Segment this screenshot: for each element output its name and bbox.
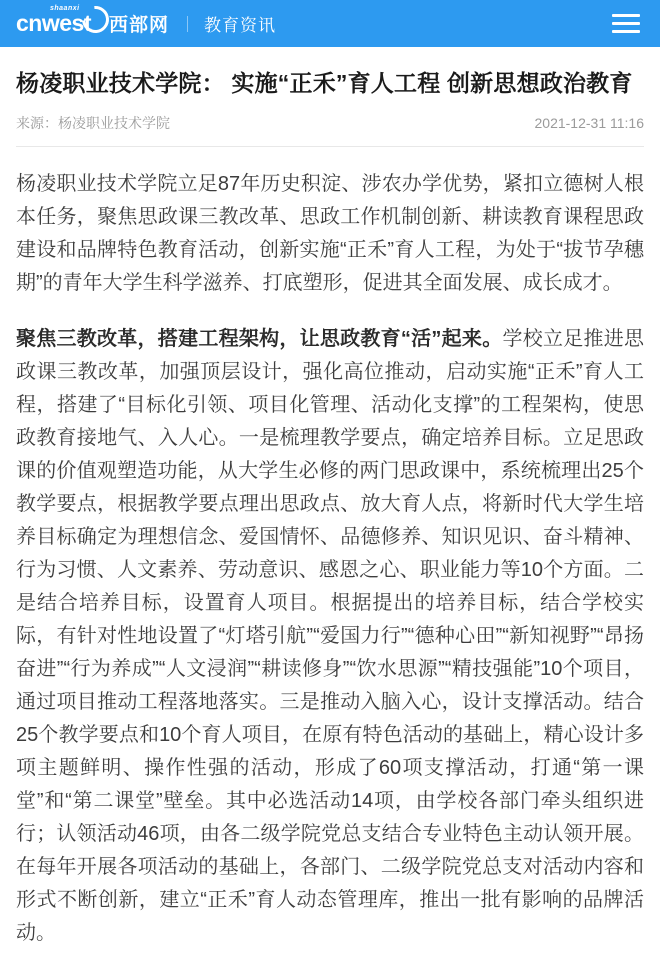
header (0, 0, 660, 47)
header-divider (187, 16, 188, 32)
paragraph-lead-bold: 聚焦三教改革，搭建工程架构，让思政教育“活”起来。 (16, 328, 503, 351)
hamburger-bar (612, 22, 640, 25)
site-name: 西部网 (108, 15, 169, 36)
hamburger-menu-icon[interactable] (612, 14, 640, 33)
meta-divider (16, 146, 644, 147)
hamburger-bar (612, 30, 640, 33)
hamburger-bar (612, 14, 640, 17)
article-datetime: 2021-12-31 11:16 (534, 115, 644, 132)
paragraph: 杨凌职业技术学院立足87年历史积淀、涉农办学优势，紧扣立德树人根本任务，聚焦思政课三教改革、思政工作机制创新、耕读教育课程思政建设和品牌特色教育活动，创新实施“正禾”育人工程，为处于“拔节孕穗期”的青年大学生科学滋养、打底塑形，促进其全面发展、成长成才。 (16, 173, 644, 295)
article-body (16, 168, 644, 960)
paragraph-text: 学校立足推进思政课三教改革，加强顶层设计，强化高位推动，启动实施“正禾”育人工程，搭建了“目标化引领、项目化管理、活动化支撑”的工程架构，使思政教育接地气、入人心。一是梳理教学要点，确定培养目标。立足思政课的价值观塑造功能，从大学生必修的两门思政课中，系统梳理出25个教学要点，根据教学要点理出思政点、放大育人点，将新时代大学生培养目标确定为理想信念、爱国情怀、品德修养、知识见识、奋斗精神、行为习惯、人文素养、劳动意识、感恩之心、职业能力等10个方面。二是结合培养目标，设置育人项目。根据提出的培养目标，结合学校实际，有针对性地设置了“灯塔引航”“爱国力行”“德种心田”“新知视野”“昂扬奋进”“行为养成”“人文浸润”“耕读修身”“饮水思源”“精技强能”10个项目，通过项目推动工程落地落实。三是推动入脑入心，设计支撑活动。结合25个教学要点和10个育人项目，在原有特色活动的基础上，精心设计多项主题鲜明、操作性强的活动，形成了60项支撑活动，打通“第一课堂”和“第二课堂”壁垒。其中必选活动14项，由学校各部门牵头组织进行；认领活动46项，由各二级学院党总支结合专业特色主动认领开展。在每年开展各项活动的基础上，各部门、二级学院党总支对活动内容和形式不断创新，建立“正禾”育人动态管理库，推出一批有影响的品牌活动。 (16, 328, 645, 945)
channel-link[interactable]: 教育资讯 (204, 16, 276, 35)
site-logo[interactable] (16, 4, 169, 37)
article-container (0, 67, 660, 960)
paragraph (16, 323, 644, 960)
brand-text: cnwest (16, 9, 91, 36)
article-title: 杨凌职业技术学院： 实施“正禾”育人工程 创新思想政治教育 (16, 70, 633, 96)
brand-shaanxi-label: shaanxi (50, 4, 80, 12)
brand-mark (16, 4, 105, 36)
article-source: 来源：杨凌职业技术学院 (16, 115, 170, 132)
article-meta (16, 113, 644, 133)
